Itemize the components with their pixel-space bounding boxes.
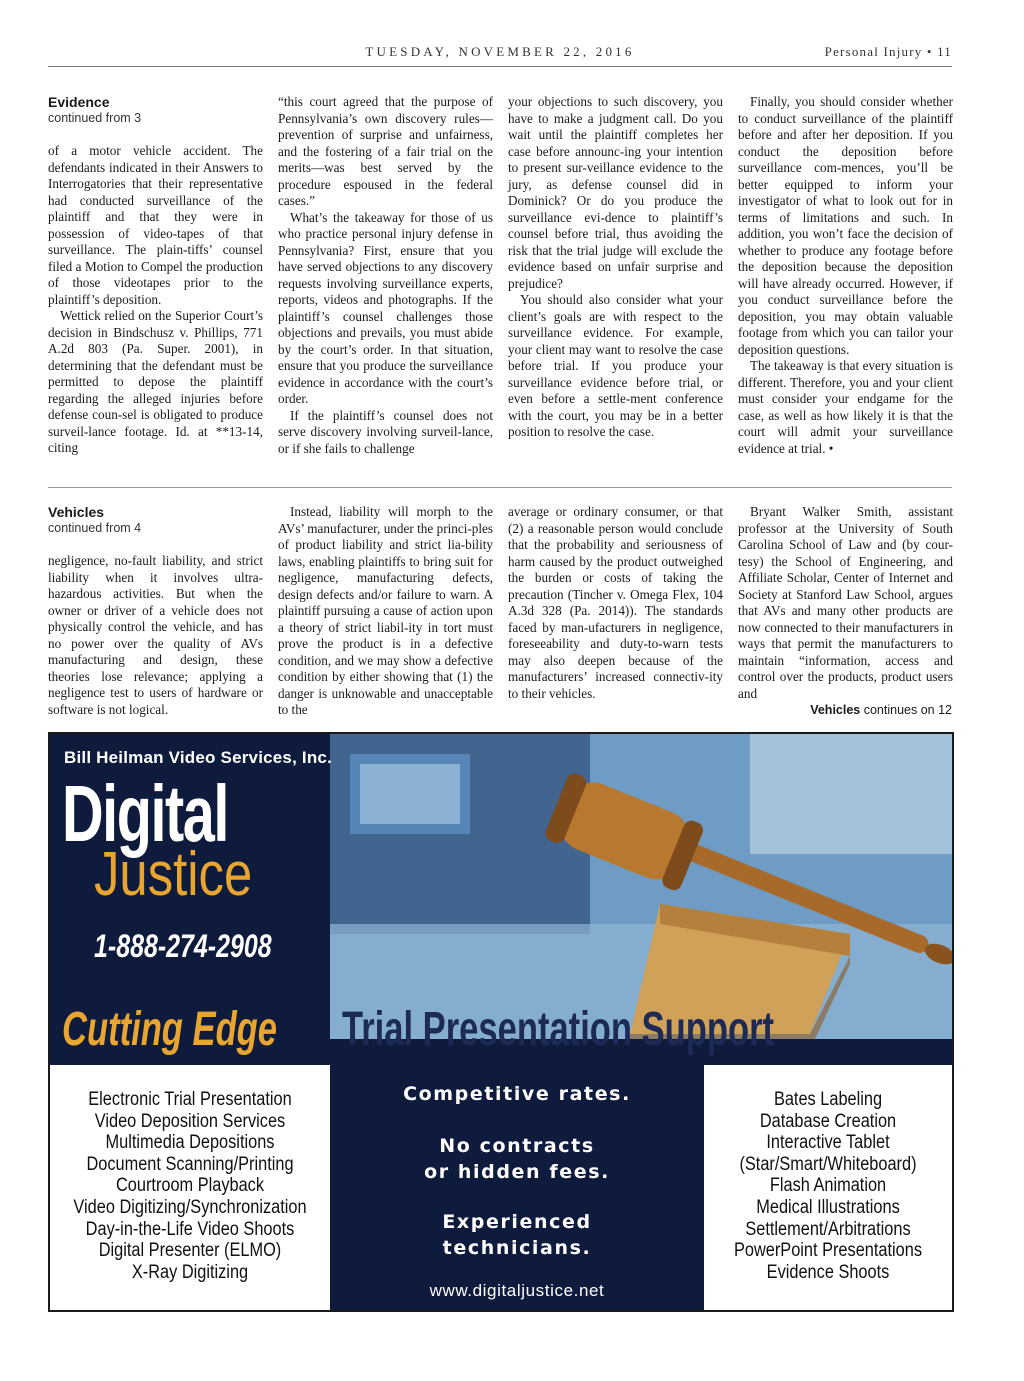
service-item: Document Scanning/Printing — [86, 1153, 294, 1175]
service-item: Courtroom Playback — [115, 1175, 265, 1197]
paragraph: “this court agreed that the purpose of Pennsylvania’s own discovery rules—prevention of surprise and unfairness, and the fostering of a fair trial on the merits—was best served by the procedure espoused in the federal cases.” — [278, 94, 493, 208]
evidence-column-1 — [48, 94, 263, 457]
advertisement-digital-justice[interactable] — [48, 732, 954, 1312]
paragraph: Finally, you should consider whether to conduct surveillance of the plaintiff before and after her deposition. If you conduct the deposition before surveillance com-mences, you’ll be better equipped to inform your investigator of what to look out for in terms of limitations and such. In addition, you won’t face the decision of whether to produce any footage before the deposition because the deposition will have already occurred. However, if you conduct surveillance before the deposition, you may obtain valuable footage from which you can tailor your deposition questions. — [738, 94, 953, 357]
ad-website-link[interactable]: www.digitaljustice.net — [429, 1281, 605, 1300]
evidence-column-4 — [738, 94, 953, 457]
service-item: Multimedia Depositions — [105, 1132, 275, 1154]
ad-point-technicians: technicians. — [442, 1237, 592, 1259]
vehicles-column-1 — [48, 504, 263, 718]
ad-services-right — [704, 1065, 952, 1310]
paragraph: Instead, liability will morph to the AVs’ manufacturer, under the princi-ples of product liability and strict lia-bility laws, enabling plaintiffs to bring suit for negligence, manufacturing defects, design defects and/or failure to warn. A plaintiff pursuing a cause of action upon a theory of strict liabil-ity in tort must prove the product is in a defective condition, and we may show a defective condition by either showing that (1) the danger is unknowable and unacceptable to the — [278, 504, 493, 717]
article-title-evidence: Evidence — [48, 94, 110, 110]
ad-tagline-trial-support: Trial Presentation Support — [342, 1003, 775, 1056]
service-item: Bates Labeling — [773, 1089, 883, 1110]
paragraph: The takeaway is that every situation is different. Therefore, you and your client must consider your endgame for the case, as well as how likely it is that the court will admit your surveillance evidence at trial. • — [738, 358, 953, 456]
service-item: Settlement/Arbitrations — [745, 1218, 911, 1240]
paragraph: of a motor vehicle accident. The defendants indicated in their Answers to Interrogatories that their representative had conducted surveillance of the plaintiff and that they were in possession of video-tapes of that surveillance. The plain-tiffs’ counsel filed a Motion to Compel the production of those videotapes prior to the plaintiff’s deposition. — [48, 143, 263, 307]
paragraph: You should also consider what your client’s goals are with respect to the surveillance evidence. For example, your client may want to resolve the case before trial. If you produce your surveillance evidence before trial, or even before a settle-ment conference with the court, you may be in a better position to resolve the case. — [508, 292, 723, 439]
page-header — [48, 44, 952, 67]
vehicles-column-2 — [278, 504, 493, 719]
ad-point-fees: or hidden fees. — [424, 1161, 610, 1183]
service-item: Flash Animation — [769, 1175, 887, 1197]
section-divider — [48, 487, 952, 488]
paragraph: your objections to such discovery, you have to make a judgment call. Do you wait until the plaintiff completes her case before announc-ing your intention to present sur-veillance evidence to the jury, as defense counsel did in Dominick? Or do you produce the surveillance evi-dence to plaintiff’s counsel before trial, thus avoiding the risk that the trial judge will exclude the evidence based on unfair surprise and prejudice? — [508, 94, 723, 291]
vehicles-column-4 — [738, 504, 953, 702]
continues-on-link[interactable] — [738, 703, 952, 717]
paragraph: negligence, no-fault liability, and strict liability when it involves ultra-hazardous activities. But when the owner or driver of a vehicle does not physically control the vehicle, and has no power over the quality of AVs manufacturing and design, these theories lose relevance; applying a negligence test to users of hardware or software is not logical. — [48, 553, 263, 717]
continued-from-label: continued from 4 — [48, 521, 142, 535]
service-item: Evidence Shoots — [766, 1261, 890, 1283]
ad-phone-number[interactable]: 1-888-274-2908 — [94, 928, 272, 964]
ad-brand-digital: Digital — [62, 769, 228, 858]
paragraph: What’s the takeaway for those of us who practice personal injury defense in Pennsylvania? First, ensure that you have served objections to any discovery requests involving surveillance experts, reports, videos and photographs. If the plaintiff’s counsel challenges those objections and prevails, you must abide by the court’s order. In that situation, ensure that you produce the surveillance evidence in accordance with the court’s order. — [278, 209, 493, 406]
continues-page-text: continues on 12 — [860, 703, 952, 717]
paragraph: average or ordinary consumer, or that (2) a reasonable person would conclude that the probability and seriousness of harm caused by the product outweighed the burden or costs of taking the precaution (Tincher v. Omega Flex, 104 A.3d 328 (Pa. 2014)). The standards faced by man-ufacturers in negligence, foreseeability and duty-to-warn tests may also deepen because of the manufacturers’ increased connectiv-ity to their vehicles. — [508, 504, 723, 701]
ad-point-experienced: Experienced — [442, 1211, 592, 1233]
service-item: Interactive Tablet — [766, 1132, 890, 1154]
vehicles-column-3 — [508, 504, 723, 702]
gavel-icon — [330, 734, 952, 1039]
service-item: Electronic Trial Presentation — [88, 1089, 292, 1110]
evidence-column-3 — [508, 94, 723, 441]
evidence-column-2 — [278, 94, 493, 457]
ad-company-name: Bill Heilman Video Services, Inc. — [64, 748, 333, 767]
service-item: (Star/Smart/Whiteboard) — [739, 1153, 917, 1175]
ad-point-rates: Competitive rates. — [403, 1083, 631, 1105]
issue-date: TUESDAY, NOVEMBER 22, 2016 — [365, 44, 635, 59]
ad-point-contracts: No contracts — [439, 1135, 595, 1157]
ad-services-left — [50, 1065, 330, 1310]
service-item: Video Deposition Services — [94, 1110, 286, 1132]
ad-brand-justice: Justice — [94, 840, 253, 909]
ad-selling-points — [330, 1065, 704, 1310]
service-item: Video Digitizing/Synchronization — [73, 1196, 307, 1218]
service-item: Day-in-the-Life Video Shoots — [85, 1218, 295, 1240]
continues-article-name: Vehicles — [810, 703, 861, 717]
paragraph: Bryant Walker Smith, assistant professor at the University of South Carolina School of Law and (by cour-tesy) the School of Engineering, and Affiliate Scholar, Center of Internet and Society at Stanford Law School, argues that AVs and many other products are now connected to their manufacturers in ways that permit the manufacturers to maintain “information, access and control over the products, product users and — [738, 504, 953, 701]
service-item: X-Ray Digitizing — [131, 1261, 249, 1283]
article-title-vehicles: Vehicles — [48, 504, 105, 520]
paragraph: If the plaintiff’s counsel does not serve discovery involving surveil-lance, or if she fails to challenge — [278, 407, 493, 456]
service-item: Database Creation — [759, 1110, 897, 1132]
service-item: Digital Presenter (ELMO) — [98, 1240, 282, 1262]
continued-from-label: continued from 3 — [48, 111, 142, 125]
service-item: Medical Illustrations — [756, 1196, 900, 1218]
paragraph: Wettick relied on the Superior Court’s decision in Bindschusz v. Phillips, 771 A.2d 803 (Pa. Super. 2001), in determining that the defendant must be permitted to depose the plaintiff regarding the alleged injuries before defense coun-sel is obligated to produce surveil-lance footage. Id. at **13-14, citing — [48, 308, 263, 455]
service-item: PowerPoint Presentations — [733, 1240, 923, 1262]
ad-tagline-cutting-edge: Cutting Edge — [62, 1003, 278, 1056]
section-page-number: Personal Injury • 11 — [824, 44, 952, 59]
gavel-photo — [330, 734, 952, 1039]
